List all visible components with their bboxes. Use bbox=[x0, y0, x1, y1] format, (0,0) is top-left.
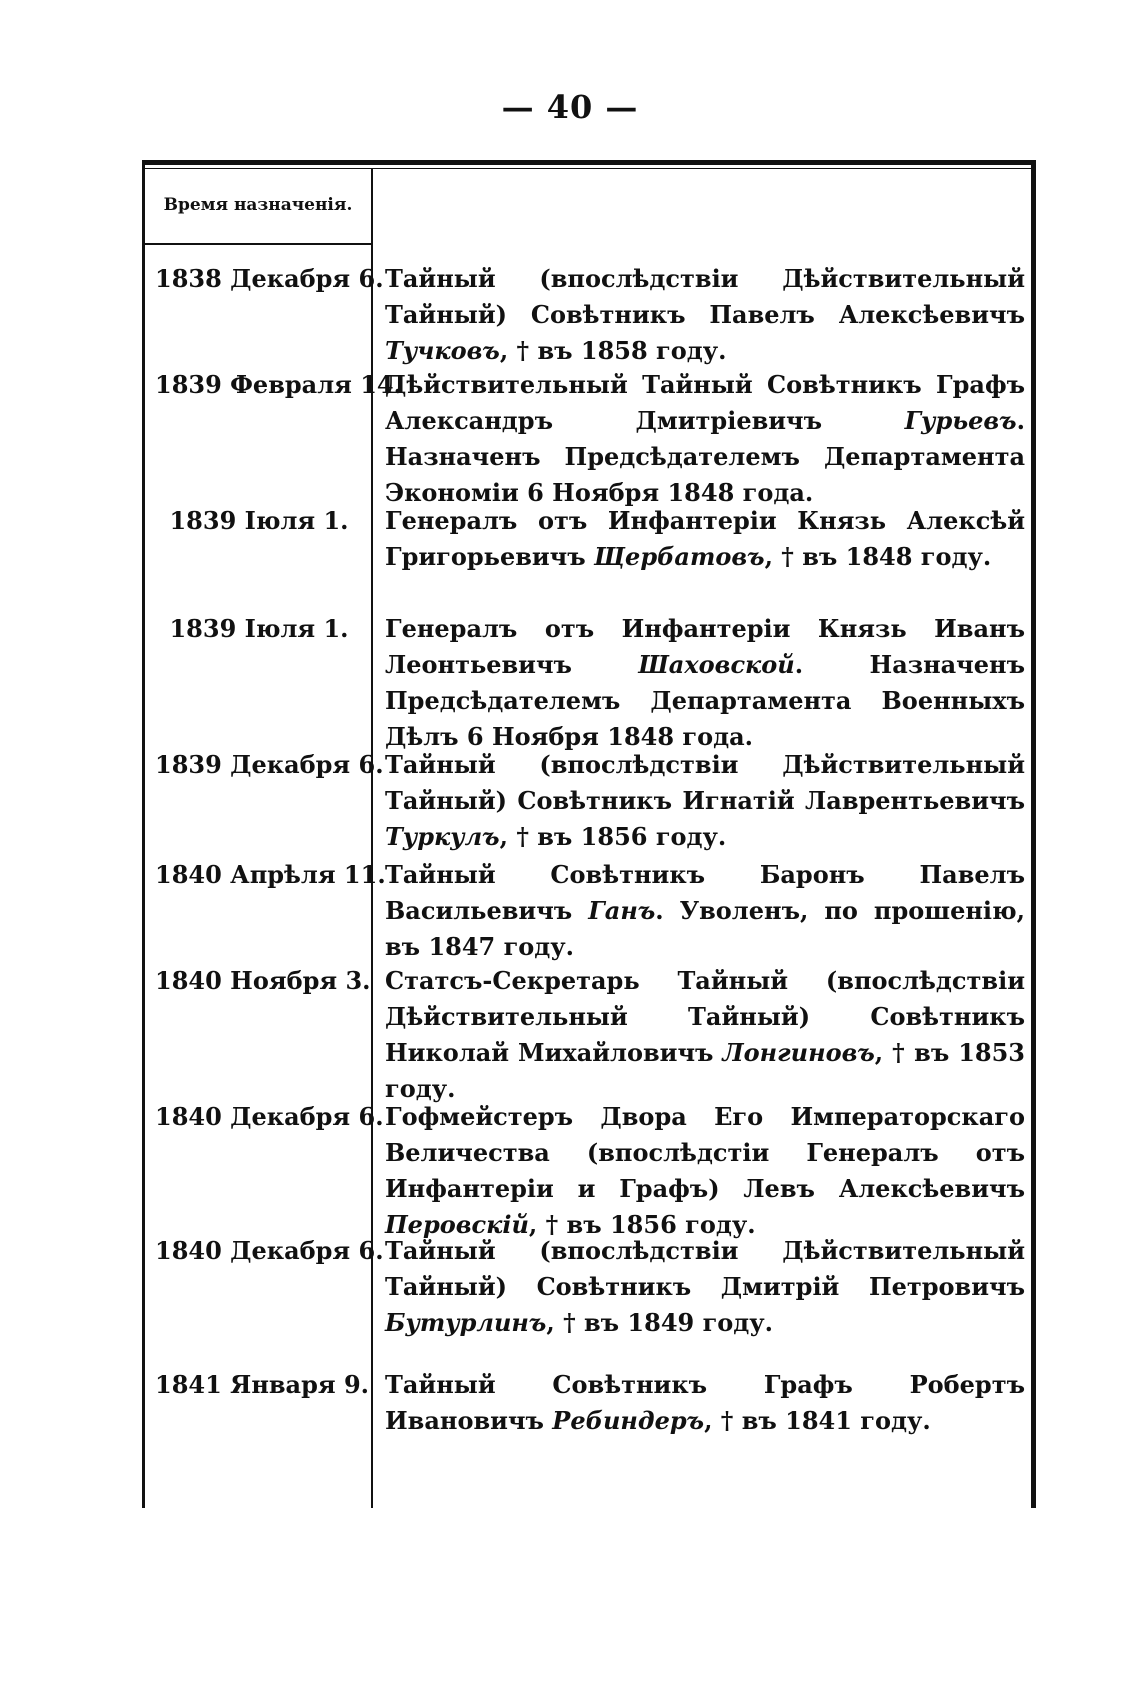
person-surname: Ганъ bbox=[588, 896, 656, 925]
appointment-date: 1840 Апрѣля 11. bbox=[155, 860, 386, 889]
header-rule bbox=[145, 243, 371, 245]
appointment-date: 1841 Января 9. bbox=[155, 1370, 370, 1399]
appointment-entry: Тайный (впослѣдствіи Дѣйствительный Тайный) Совѣтникъ Дмитрій Петровичъ Бутурлинъ, † въ 1849 году. bbox=[385, 1236, 1025, 1337]
appointment-entry: Тайный (впослѣдствіи Дѣйствительный Тайный) Совѣтникъ Павелъ Алексѣевичъ Тучковъ, † въ 1858 году. bbox=[385, 264, 1025, 365]
appointment-entry: Дѣйствительный Тайный Совѣтникъ Графъ Александръ Дмитріевичъ Гурьевъ. Назначенъ Предсѣдателемъ Департамента Экономіи 6 Ноября 1848 года. bbox=[385, 370, 1025, 507]
appointment-entry: Тайный Совѣтникъ Баронъ Павелъ Васильевичъ Ганъ. Уволенъ, по прошенію, въ 1847 году. bbox=[385, 860, 1025, 961]
appointment-entry: Генералъ отъ Инфантеріи Князь Иванъ Леонтьевичъ Шаховской. Назначенъ Предсѣдателемъ Департамента Военныхъ Дѣлъ 6 Ноября 1848 года. bbox=[385, 614, 1025, 751]
appointment-date: 1840 Декабря 6. bbox=[155, 1102, 384, 1131]
appointment-entry: Генералъ отъ Инфантеріи Князь Алексѣй Григорьевичъ Щербатовъ, † въ 1848 году. bbox=[385, 506, 1025, 571]
appointment-date: 1838 Декабря 6. bbox=[155, 264, 384, 293]
appointment-entry: Гофмейстеръ Двора Его Императорскаго Величества (впослѣдстіи Генералъ отъ Инфантеріи и Графъ) Левъ Алексѣевичъ Перовскій, † въ 1856 году. bbox=[385, 1102, 1025, 1239]
person-surname: Шаховской bbox=[638, 650, 795, 679]
person-surname: Гурьевъ bbox=[904, 406, 1017, 435]
appointment-entry: Тайный (впослѣдствіи Дѣйствительный Тайный) Совѣтникъ Игнатій Лаврентьевичъ Туркулъ, † въ 1856 году. bbox=[385, 750, 1025, 851]
appointments-table bbox=[142, 160, 1036, 1508]
person-surname: Тучковъ bbox=[385, 336, 500, 365]
person-surname: Лонгиновъ bbox=[722, 1038, 875, 1067]
appointment-date: 1839 Декабря 6. bbox=[155, 750, 384, 779]
page-number: — 40 — bbox=[501, 88, 639, 126]
appointment-entry: Тайный Совѣтникъ Графъ Робертъ Ивановичъ Ребиндеръ, † въ 1841 году. bbox=[385, 1370, 1025, 1435]
appointment-date: 1839 Іюля 1. bbox=[169, 506, 349, 535]
column-header-appointment-date: Время назначенія. bbox=[163, 195, 353, 215]
appointment-date: 1840 Ноября 3. bbox=[155, 966, 371, 995]
person-surname: Ребиндеръ bbox=[552, 1406, 705, 1435]
person-surname: Бутурлинъ bbox=[385, 1308, 547, 1337]
person-surname: Туркулъ bbox=[385, 822, 500, 851]
appointment-entry: Статсъ-Секретарь Тайный (впослѣдствіи Дѣйствительный Тайный) Совѣтникъ Николай Михайловичъ Лонгиновъ, † въ 1853 году. bbox=[385, 966, 1025, 1103]
appointment-date: 1840 Декабря 6. bbox=[155, 1236, 384, 1265]
appointment-date: 1839 Іюля 1. bbox=[169, 614, 349, 643]
person-surname: Перовскій bbox=[385, 1210, 529, 1239]
person-surname: Щербатовъ bbox=[594, 542, 765, 571]
appointment-date: 1839 Февраля 14. bbox=[155, 370, 402, 399]
